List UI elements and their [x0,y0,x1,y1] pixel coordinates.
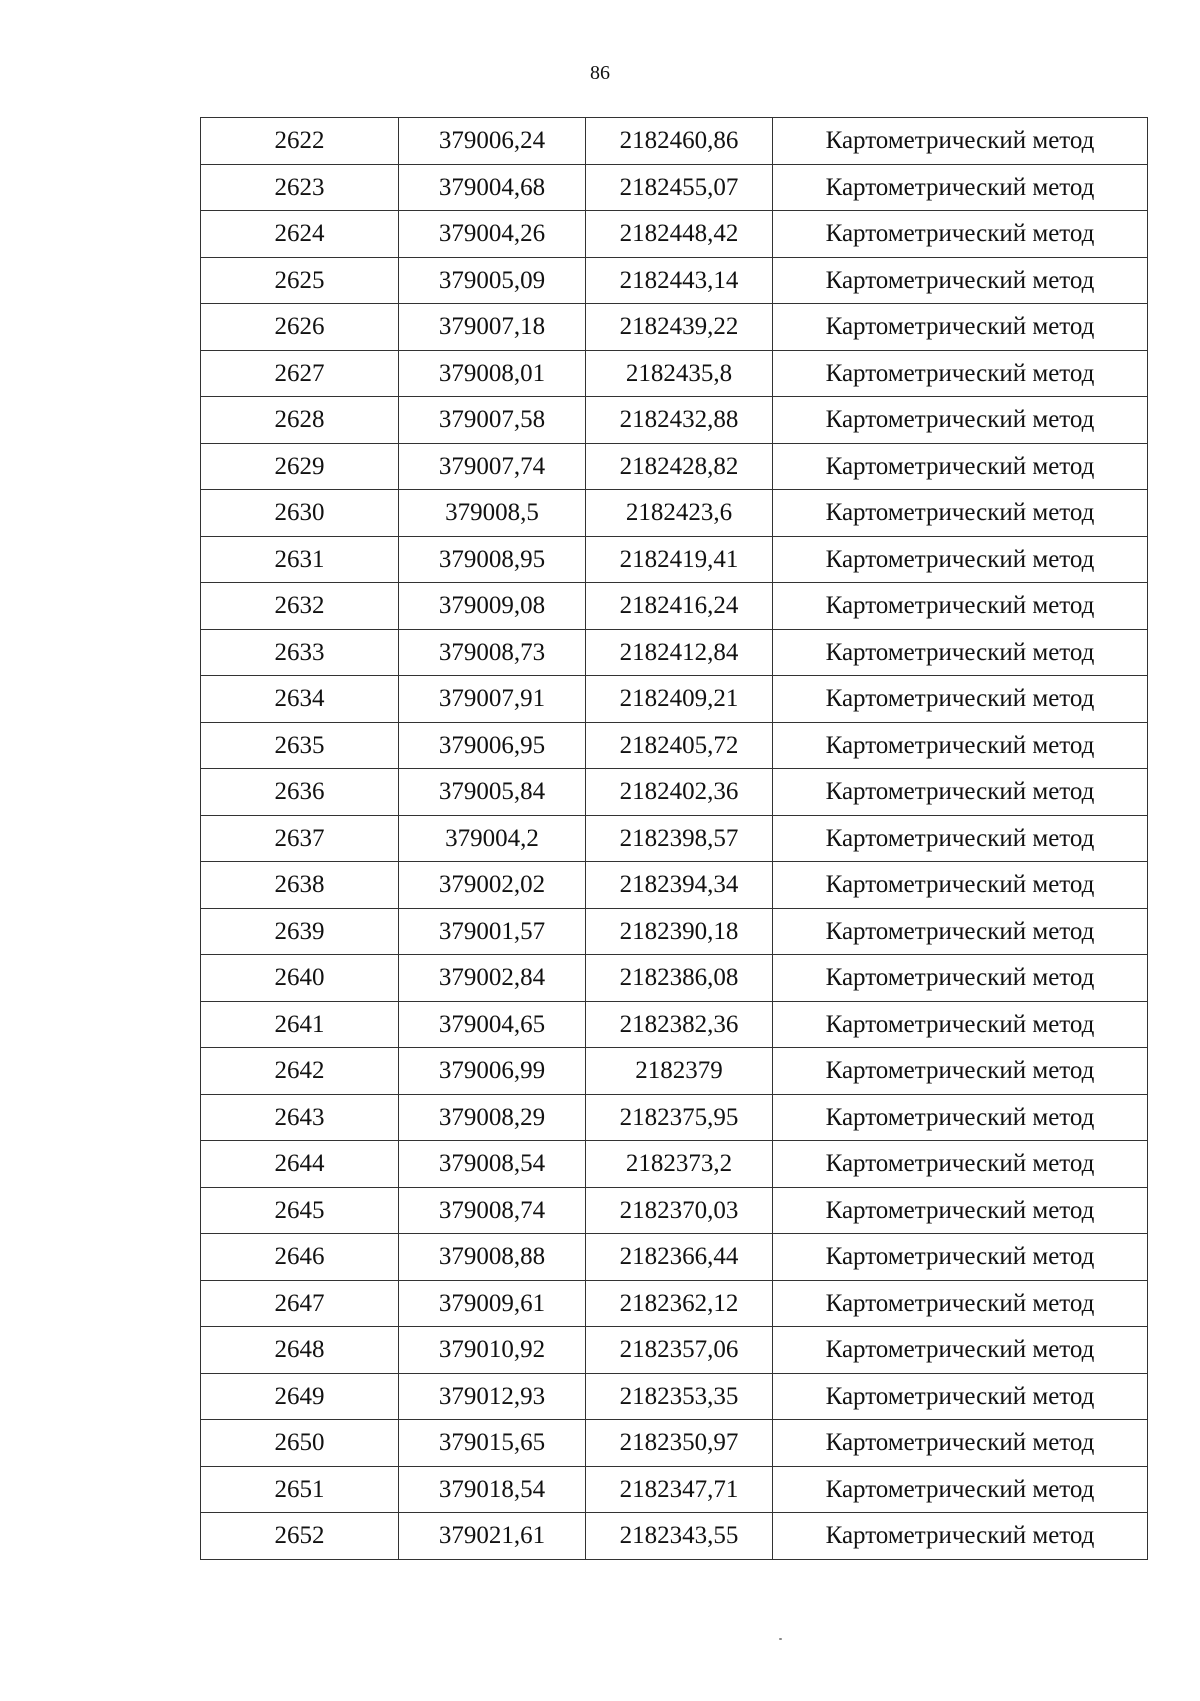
method-cell: Картометрический метод [773,1094,1148,1141]
y-coordinate-cell: 2182379 [586,1048,773,1095]
scan-speck [779,1638,782,1640]
y-coordinate-cell: 2182460,86 [586,118,773,165]
method-cell: Картометрический метод [773,583,1148,630]
point-number-cell: 2627 [201,350,399,397]
table-row [201,1280,1148,1327]
x-coordinate-cell: 379008,5 [399,490,586,537]
x-coordinate-cell: 379008,74 [399,1187,586,1234]
x-coordinate-cell: 379008,88 [399,1234,586,1281]
y-coordinate-cell: 2182362,12 [586,1280,773,1327]
point-number-cell: 2630 [201,490,399,537]
point-number-cell: 2645 [201,1187,399,1234]
y-coordinate-cell: 2182423,6 [586,490,773,537]
point-number-cell: 2651 [201,1466,399,1513]
method-cell: Картометрический метод [773,955,1148,1002]
y-coordinate-cell: 2182347,71 [586,1466,773,1513]
x-coordinate-cell: 379004,26 [399,211,586,258]
x-coordinate-cell: 379012,93 [399,1373,586,1420]
method-cell: Картометрический метод [773,536,1148,583]
method-cell: Картометрический метод [773,676,1148,723]
x-coordinate-cell: 379009,08 [399,583,586,630]
y-coordinate-cell: 2182353,35 [586,1373,773,1420]
x-coordinate-cell: 379006,95 [399,722,586,769]
point-number-cell: 2634 [201,676,399,723]
table-row [201,1373,1148,1420]
y-coordinate-cell: 2182443,14 [586,257,773,304]
y-coordinate-cell: 2182386,08 [586,955,773,1002]
table-row [201,397,1148,444]
y-coordinate-cell: 2182428,82 [586,443,773,490]
y-coordinate-cell: 2182394,34 [586,862,773,909]
point-number-cell: 2628 [201,397,399,444]
x-coordinate-cell: 379010,92 [399,1327,586,1374]
x-coordinate-cell: 379001,57 [399,908,586,955]
method-cell: Картометрический метод [773,1280,1148,1327]
y-coordinate-cell: 2182398,57 [586,815,773,862]
method-cell: Картометрический метод [773,443,1148,490]
x-coordinate-cell: 379004,2 [399,815,586,862]
method-cell: Картометрический метод [773,304,1148,351]
method-cell: Картометрический метод [773,1187,1148,1234]
y-coordinate-cell: 2182390,18 [586,908,773,955]
x-coordinate-cell: 379008,73 [399,629,586,676]
method-cell: Картометрический метод [773,211,1148,258]
point-number-cell: 2652 [201,1513,399,1560]
y-coordinate-cell: 2182419,41 [586,536,773,583]
x-coordinate-cell: 379008,29 [399,1094,586,1141]
x-coordinate-cell: 379021,61 [399,1513,586,1560]
page-number: 86 [590,62,610,84]
point-number-cell: 2626 [201,304,399,351]
y-coordinate-cell: 2182455,07 [586,164,773,211]
table-row [201,1420,1148,1467]
table-row [201,443,1148,490]
point-number-cell: 2648 [201,1327,399,1374]
method-cell: Картометрический метод [773,815,1148,862]
point-number-cell: 2625 [201,257,399,304]
method-cell: Картометрический метод [773,1001,1148,1048]
method-cell: Картометрический метод [773,1048,1148,1095]
table-row [201,1048,1148,1095]
method-cell: Картометрический метод [773,1327,1148,1374]
point-number-cell: 2646 [201,1234,399,1281]
method-cell: Картометрический метод [773,397,1148,444]
x-coordinate-cell: 379005,84 [399,769,586,816]
table-row [201,722,1148,769]
method-cell: Картометрический метод [773,350,1148,397]
table-row [201,955,1148,1002]
method-cell: Картометрический метод [773,1513,1148,1560]
table-row [201,118,1148,165]
table-row [201,815,1148,862]
table-row [201,1234,1148,1281]
table-row [201,490,1148,537]
table-row [201,536,1148,583]
y-coordinate-cell: 2182439,22 [586,304,773,351]
y-coordinate-cell: 2182432,88 [586,397,773,444]
coordinates-table-body [201,118,1148,1560]
method-cell: Картометрический метод [773,1466,1148,1513]
x-coordinate-cell: 379002,02 [399,862,586,909]
point-number-cell: 2640 [201,955,399,1002]
method-cell: Картометрический метод [773,908,1148,955]
y-coordinate-cell: 2182357,06 [586,1327,773,1374]
y-coordinate-cell: 2182416,24 [586,583,773,630]
table-row [201,304,1148,351]
y-coordinate-cell: 2182412,84 [586,629,773,676]
table-row [201,1001,1148,1048]
point-number-cell: 2636 [201,769,399,816]
method-cell: Картометрический метод [773,490,1148,537]
method-cell: Картометрический метод [773,629,1148,676]
table-row [201,1141,1148,1188]
y-coordinate-cell: 2182343,55 [586,1513,773,1560]
point-number-cell: 2650 [201,1420,399,1467]
table-row [201,350,1148,397]
method-cell: Картометрический метод [773,1234,1148,1281]
table-row [201,769,1148,816]
x-coordinate-cell: 379007,58 [399,397,586,444]
coordinates-table [200,117,1148,1560]
point-number-cell: 2624 [201,211,399,258]
x-coordinate-cell: 379018,54 [399,1466,586,1513]
x-coordinate-cell: 379007,91 [399,676,586,723]
x-coordinate-cell: 379009,61 [399,1280,586,1327]
y-coordinate-cell: 2182366,44 [586,1234,773,1281]
method-cell: Картометрический метод [773,164,1148,211]
point-number-cell: 2639 [201,908,399,955]
table-row [201,908,1148,955]
method-cell: Картометрический метод [773,862,1148,909]
x-coordinate-cell: 379002,84 [399,955,586,1002]
point-number-cell: 2631 [201,536,399,583]
method-cell: Картометрический метод [773,1141,1148,1188]
y-coordinate-cell: 2182405,72 [586,722,773,769]
method-cell: Картометрический метод [773,118,1148,165]
table-row [201,257,1148,304]
point-number-cell: 2638 [201,862,399,909]
point-number-cell: 2622 [201,118,399,165]
point-number-cell: 2635 [201,722,399,769]
method-cell: Картометрический метод [773,257,1148,304]
x-coordinate-cell: 379004,65 [399,1001,586,1048]
table-row [201,1466,1148,1513]
x-coordinate-cell: 379004,68 [399,164,586,211]
table-row [201,1513,1148,1560]
point-number-cell: 2637 [201,815,399,862]
point-number-cell: 2641 [201,1001,399,1048]
y-coordinate-cell: 2182373,2 [586,1141,773,1188]
point-number-cell: 2643 [201,1094,399,1141]
table-row [201,629,1148,676]
table-row [201,164,1148,211]
y-coordinate-cell: 2182382,36 [586,1001,773,1048]
table-row [201,211,1148,258]
y-coordinate-cell: 2182370,03 [586,1187,773,1234]
point-number-cell: 2623 [201,164,399,211]
y-coordinate-cell: 2182402,36 [586,769,773,816]
point-number-cell: 2647 [201,1280,399,1327]
point-number-cell: 2632 [201,583,399,630]
table-row [201,1187,1148,1234]
table-row [201,1327,1148,1374]
method-cell: Картометрический метод [773,1420,1148,1467]
x-coordinate-cell: 379006,24 [399,118,586,165]
x-coordinate-cell: 379006,99 [399,1048,586,1095]
x-coordinate-cell: 379008,95 [399,536,586,583]
method-cell: Картометрический метод [773,1373,1148,1420]
x-coordinate-cell: 379007,74 [399,443,586,490]
point-number-cell: 2633 [201,629,399,676]
method-cell: Картометрический метод [773,769,1148,816]
point-number-cell: 2629 [201,443,399,490]
table-row [201,676,1148,723]
y-coordinate-cell: 2182375,95 [586,1094,773,1141]
y-coordinate-cell: 2182350,97 [586,1420,773,1467]
x-coordinate-cell: 379005,09 [399,257,586,304]
table-row [201,583,1148,630]
y-coordinate-cell: 2182448,42 [586,211,773,258]
point-number-cell: 2642 [201,1048,399,1095]
y-coordinate-cell: 2182409,21 [586,676,773,723]
table-row [201,1094,1148,1141]
method-cell: Картометрический метод [773,722,1148,769]
x-coordinate-cell: 379015,65 [399,1420,586,1467]
point-number-cell: 2644 [201,1141,399,1188]
x-coordinate-cell: 379007,18 [399,304,586,351]
x-coordinate-cell: 379008,01 [399,350,586,397]
point-number-cell: 2649 [201,1373,399,1420]
y-coordinate-cell: 2182435,8 [586,350,773,397]
x-coordinate-cell: 379008,54 [399,1141,586,1188]
table-row [201,862,1148,909]
